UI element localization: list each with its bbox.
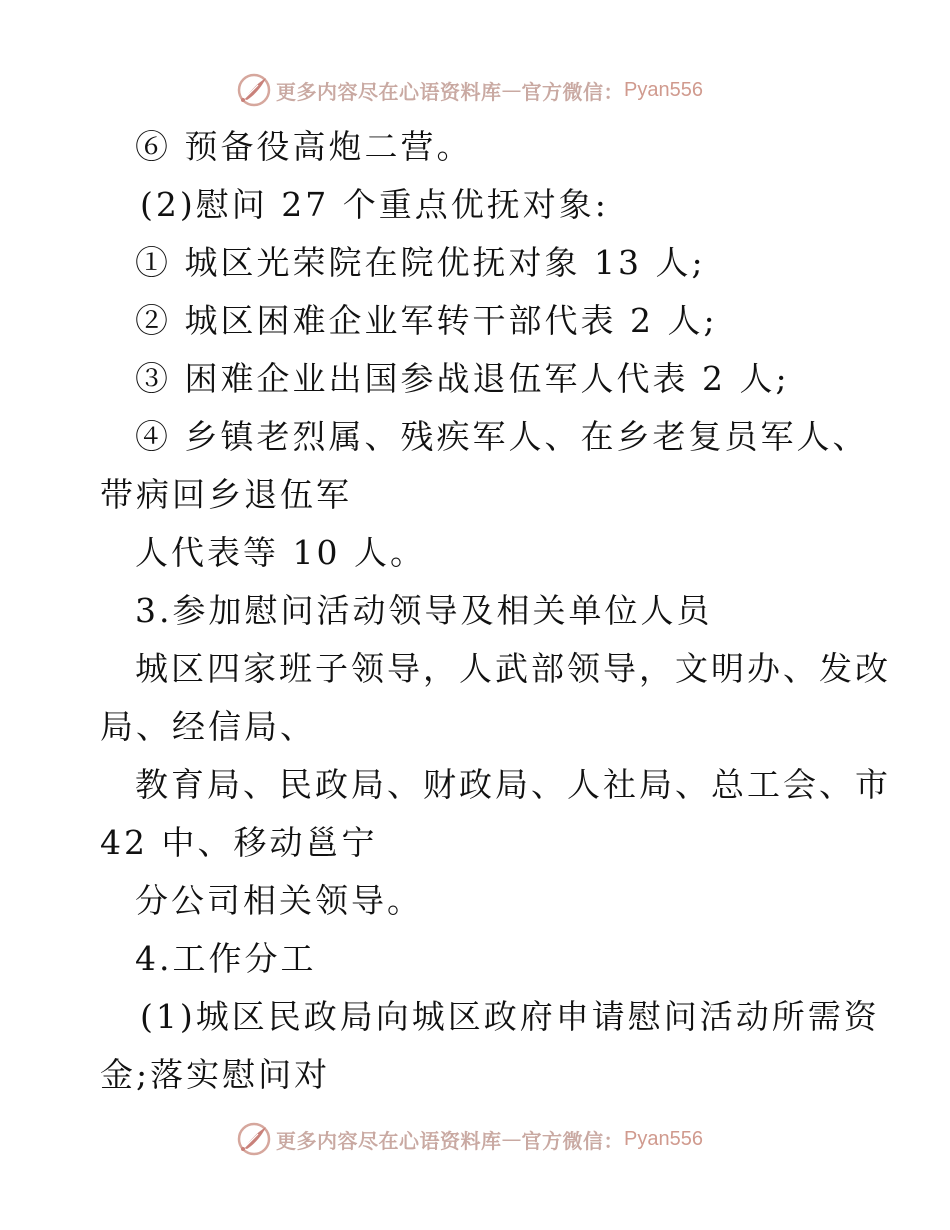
watermark-wechat-label: 官方微信： [521,79,624,104]
watermark-separator: — [501,1127,522,1151]
doc-line: 3.参加慰问活动领导及相关单位人员 [135,591,713,630]
doc-line: 城区四家班子领导，人武部领导，文明办、发改 [135,649,891,688]
doc-line: 带病回乡退伍军 [100,475,352,514]
doc-line: ① 城区光荣院在院优抚对象 13 人; [135,243,706,282]
doc-line: ⑥ 预备役高炮二营。 [135,127,473,166]
watermark-account: Pyan556 [624,1127,703,1150]
doc-line: 局、经信局、 [100,707,316,746]
watermark-account: Pyan556 [624,78,703,101]
doc-line: 人代表等 10 人。 [135,533,426,572]
watermark-text: 更多内容尽在心语资料库 [276,1128,502,1153]
watermark-wechat-label: 官方微信： [521,1128,624,1153]
doc-line: ④ 乡镇老烈属、残疾军人、在乡老复员军人、 [135,417,869,456]
doc-line: (2)慰问 27 个重点优抚对象: [140,185,609,224]
doc-line: ② 城区困难企业军转干部代表 2 人; [135,301,718,340]
watermark-separator: — [501,78,522,102]
doc-line: 42 中、移动邕宁 [100,823,378,862]
doc-line: 分公司相关领导。 [135,881,423,920]
watermark-text: 更多内容尽在心语资料库 [276,79,502,104]
header-watermark [236,72,703,108]
footer-watermark [236,1121,703,1157]
doc-line: 4.工作分工 [135,939,317,978]
doc-line: 金;落实慰问对 [100,1055,331,1094]
feather-pen-logo-icon [236,1121,272,1157]
doc-line: ③ 困难企业出国参战退伍军人代表 2 人; [135,359,790,398]
doc-line: (1)城区民政局向城区政府申请慰问活动所需资 [140,997,880,1036]
feather-pen-logo-icon [236,72,272,108]
doc-line: 教育局、民政局、财政局、人社局、总工会、市 [135,765,891,804]
